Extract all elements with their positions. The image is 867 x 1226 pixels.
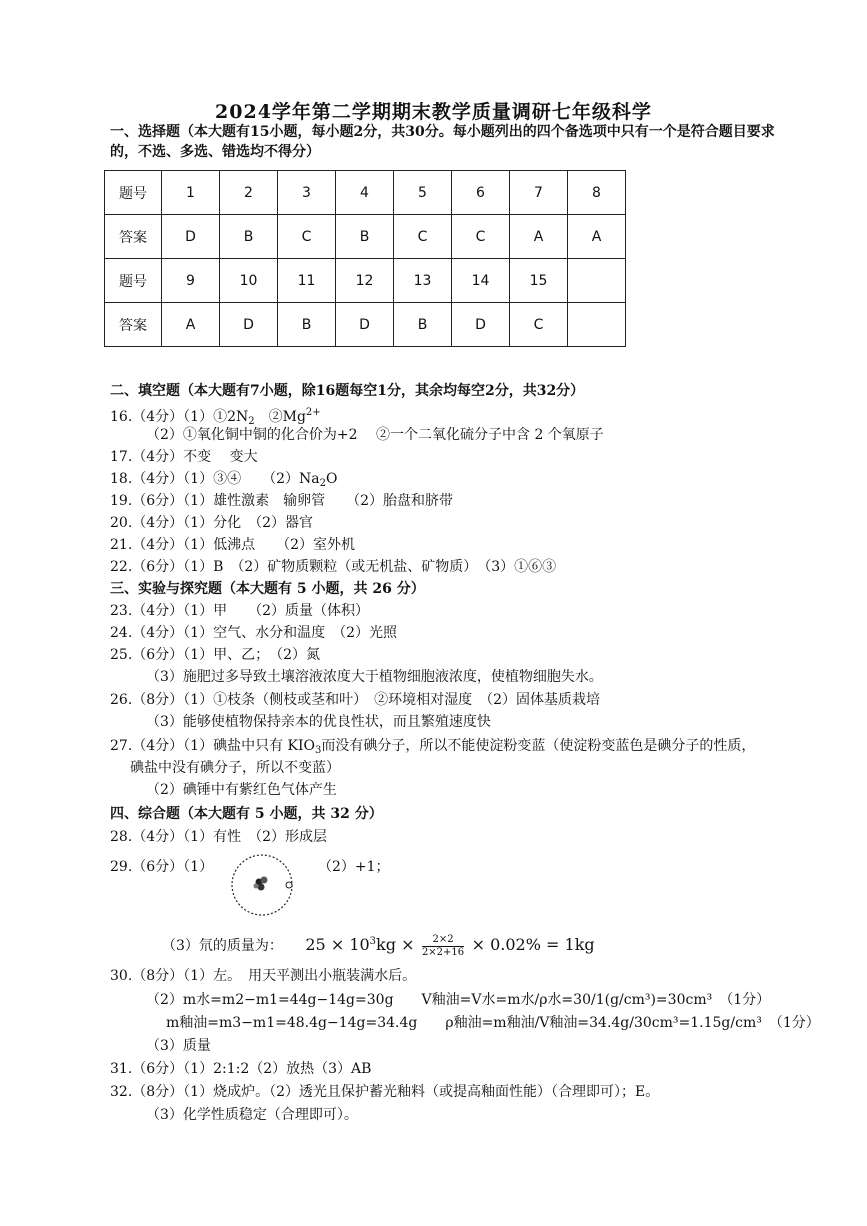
answer-line: 21.（4分）（1）低沸点 （2）室外机 (110, 537, 355, 553)
answer-line: 18.（4分）（1）③④ $(2)Na_2O$ (110, 471, 338, 489)
section4-heading: 四、综合题（本大题有 5 小题，共 32 分） (110, 806, 383, 822)
table-cell: A (510, 215, 568, 259)
section1-heading-cont: 的，不选、多选、错选均不得分） (110, 144, 320, 160)
answer-line: 23.（4分）（1）甲 （2）质量（体积） (110, 603, 369, 619)
table-row (105, 303, 626, 347)
table-cell: D (220, 303, 278, 347)
atom-structure-diagram (229, 852, 295, 918)
answer-line: 29.（6分）（1） (110, 859, 214, 875)
table-cell: 10 (220, 259, 278, 303)
table-cell: 6 (452, 171, 510, 215)
table-cell: C (510, 303, 568, 347)
table-cell: 答案 (105, 215, 162, 259)
table-cell: B (220, 215, 278, 259)
answer-line: 19.（6分）（1）雄性激素 输卵管 （2）胎盘和脐带 (110, 493, 453, 509)
table-cell: 15 (510, 259, 568, 303)
answer-line: m釉油=m3−m1=48.4g−14g=34.4g ρ釉油=m釉油/V釉油=34.4g/30cm³=1.15g/cm³ （1分） (166, 1015, 820, 1031)
table-cell: 4 (336, 171, 394, 215)
answer-line: 26.（8分）（1）①枝条（侧枝或茎和叶） ②环境相对湿度 （2）固体基质栽培 (110, 692, 600, 708)
answer-line: 20.（4分）（1）分化 （2）器官 (110, 515, 313, 531)
table-cell: 12 (336, 259, 394, 303)
page-title: 2024学年第二学期期末教学质量调研七年级科学 (215, 101, 652, 123)
answer-line: （2）m水=m2−m1=44g−14g=30g V釉油=V水=m水/ρ水=30/1(g/cm³)=30cm³ （1分） (146, 992, 771, 1008)
answer-line: （3）能够使植物保持亲本的优良性状，而且繁殖速度快 (146, 714, 491, 730)
answer-line: 32.（8分）（1）烧成炉。（2）透光且保护蓄光釉料（或提高釉面性能）（合理即可）；E。 (110, 1084, 660, 1100)
section2-heading: 二、填空题（本大题有7小题，除16题每空1分，其余均每空2分，共32分） (110, 383, 585, 399)
table-row (105, 215, 626, 259)
answer-line: 30.（8分）（1）左。 用天平测出小瓶装满水后。 (110, 968, 417, 984)
table-cell: 11 (278, 259, 336, 303)
table-cell: A (162, 303, 220, 347)
table-row (105, 259, 626, 303)
table-cell (568, 259, 626, 303)
answer-line: （2）①氧化铜中铜的化合价为+2 ②一个二氧化硫分子中含 2 个氧原子 (146, 427, 604, 443)
table-cell: B (278, 303, 336, 347)
fraction: $\frac{2\times 2}{2\times 2+16}$ (421, 933, 465, 958)
answer-line: 17.（4分）不变 变大 (110, 449, 258, 465)
table-cell: 13 (394, 259, 452, 303)
table-cell: B (394, 303, 452, 347)
answer-line: （3）化学性质稳定（合理即可）。 (146, 1107, 358, 1123)
answer-line: 28.（4分）（1）有性 （2）形成层 (110, 829, 327, 845)
answer-line: （3）质量 (146, 1038, 211, 1054)
answer-line: 24.（4分）（1）空气、水分和温度 （2）光照 (110, 625, 397, 641)
table-cell: C (452, 215, 510, 259)
table-cell (568, 303, 626, 347)
answer-table (104, 170, 626, 347)
answer-line: （2）碘锤中有紫红色气体产生 (146, 782, 337, 798)
answer-line: 25.（6分）（1）甲、乙； （2）氮 (110, 647, 320, 663)
table-cell: 14 (452, 259, 510, 303)
table-cell: C (278, 215, 336, 259)
table-cell: D (336, 303, 394, 347)
answer-line: （2）+1； (318, 859, 390, 875)
table-cell: 5 (394, 171, 452, 215)
answer-line: 22.（6分）（1）B （2）矿物质颗粒（或无机盐、矿物质） （3）①⑥③ (110, 559, 557, 575)
answer-line: （3）施肥过多导致土壤溶液浓度大于植物细胞液浓度，使植物细胞失水。 (146, 669, 603, 685)
table-row (105, 171, 626, 215)
table-cell: 9 (162, 259, 220, 303)
table-cell: 3 (278, 171, 336, 215)
answer-line: 碘盐中没有碘分子，所以不变蓝） (130, 760, 340, 776)
table-cell: D (162, 215, 220, 259)
table-cell: D (452, 303, 510, 347)
section3-heading: 三、实验与探究题（本大题有 5 小题，共 26 分） (110, 581, 425, 597)
table-cell: 题号 (105, 259, 162, 303)
table-cell: 答案 (105, 303, 162, 347)
answer-line: 16.（4分）$(1)①2N_2$ $②Mg^{2+}$ (110, 407, 321, 427)
table-cell: 8 (568, 171, 626, 215)
answer-line: （3）氘的质量为： $25 \times 10^3kg$ × $\frac{2\times 2}{2\times 2+16}$ × 0.02% = 1kg (162, 933, 595, 958)
table-cell: 1 (162, 171, 220, 215)
table-cell: 2 (220, 171, 278, 215)
table-cell: A (568, 215, 626, 259)
table-cell: 7 (510, 171, 568, 215)
answer-line: 27.（4分）（1）碘盐中只有 $KIO_3$而没有碘分子，所以不能使淀粉变蓝（使淀粉变蓝色是碘分子的性质， (110, 738, 756, 756)
table-cell: C (394, 215, 452, 259)
answer-line: 31.（6分）（1）2:1:2（2）放热（3）AB (110, 1061, 372, 1077)
table-cell: B (336, 215, 394, 259)
section1-heading: 一、选择题（本大题有15小题，每小题2分，共30分。每小题列出的四个备选项中只有一个是符合题目要求 (110, 124, 775, 140)
table-cell: 题号 (105, 171, 162, 215)
